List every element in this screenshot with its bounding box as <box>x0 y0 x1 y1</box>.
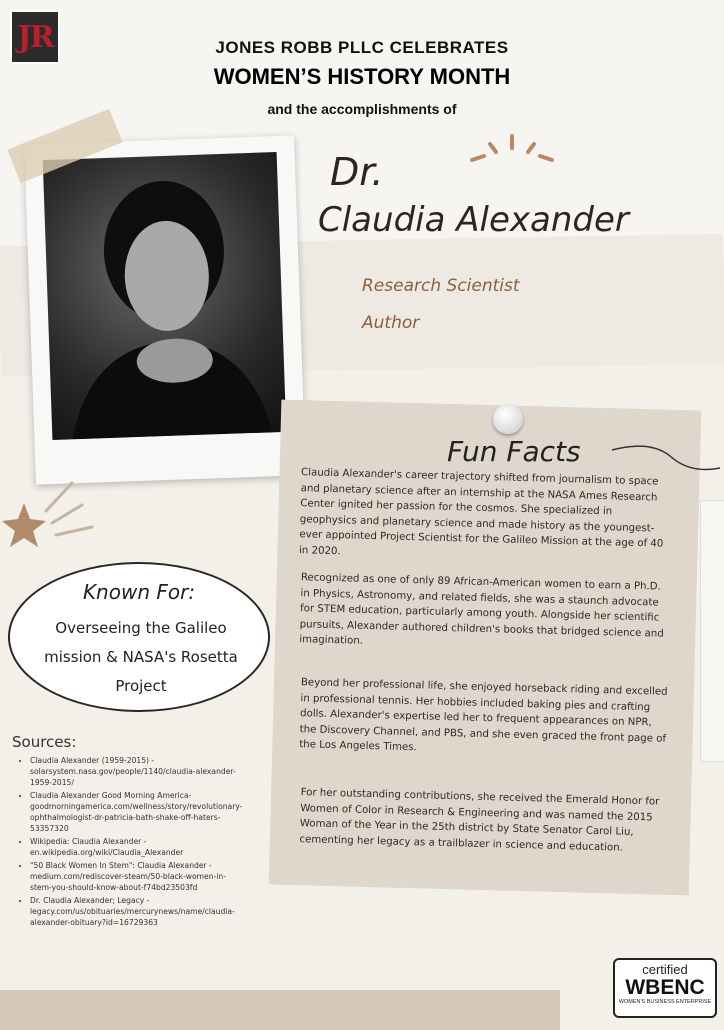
fun-fact-paragraph-2: Recognized as one of only 89 African-American women to earn a Ph.D. in Physics, Astronomy, and related fields, she was a staunch advocate for STEM education, particularly among youth. Alongside her scientific pursuits, Alexander authored children's books that bridged science and imagination. <box>299 572 664 647</box>
polaroid-frame <box>24 135 306 484</box>
known-for-title: Known For: <box>82 580 196 604</box>
person-title: Dr. <box>330 150 384 194</box>
person-name: Claudia Alexander <box>318 200 629 240</box>
logo-text: JR <box>17 19 53 55</box>
badge-subtitle: WOMEN'S BUSINESS ENTERPRISE <box>618 999 712 1005</box>
header-line-1: JONES ROBB PLLC CELEBRATES <box>215 38 509 57</box>
source-item[interactable]: • Dr. Claudia Alexander; Legacy - legacy.com/us/obituaries/mercurynews/name/claudia-alexander-obituary?id=16729363 <box>30 895 245 928</box>
sources-list <box>20 755 245 930</box>
right-paper-edge <box>700 500 724 762</box>
fun-facts-title: Fun Facts <box>447 435 581 468</box>
badge-wbenc-text: WBENC <box>625 976 705 999</box>
fun-fact-paragraph-3: Beyond her professional life, she enjoyed horseback riding and excelled in professional tennis. Her hobbies included baking pies and crafting dolls. Alexander's expertise led her to frequent appearances on NPR, the Discovery Channel, and PBS, and she even graced the front page of the Los Angeles Times. <box>299 677 668 754</box>
fun-fact-paragraph-4: For her outstanding contributions, she received the Emerald Honor for Women of Color in Research & Engineering and was named the 2015 Woman of the Year in the 25th district by State Senator Carol Liu, cementing her legacy as a trailblazer in science and education. <box>299 787 660 854</box>
source-item[interactable]: • Claudia Alexander Good Morning America- goodmorningamerica.com/wellness/story/revolutionary-ophthalmologist-dr-patricia-bath-shake-off-haters-53357320 <box>30 790 245 834</box>
header-line-2: WOMEN’S HISTORY MONTH <box>213 64 511 89</box>
sunburst-decoration-icon <box>462 130 562 170</box>
bottom-torn-paper <box>0 990 560 1030</box>
portrait-silhouette-icon <box>43 152 287 440</box>
role-research-scientist: Research Scientist <box>362 276 520 296</box>
portrait-photo <box>43 152 287 440</box>
fun-fact-paragraph-1: Claudia Alexander's career trajectory shifted from journalism to space and planetary science after an internship at the NASA Ames Research Center ignited her passion for the cosmos. She specialized in geophysics and planetary science and made history as the youngest-ever appointed Project Scientist for the Galileo Mission at the age of 40 in 2020. <box>298 467 664 557</box>
source-item[interactable]: • Wikipedia: Claudia Alexander - en.wikipedia.org/wiki/Claudia_Alexander <box>30 836 245 858</box>
header-line-3: and the accomplishments of <box>267 101 457 117</box>
source-item[interactable]: • "50 Black Women In Stem": Claudia Alexander - medium.com/rediscover-steam/50-black-women-in-stem-you-should-know-about-f74bd23503fd <box>30 860 245 893</box>
known-for-text: Overseeing the Galileo mission & NASA's Rosetta Project <box>44 619 238 695</box>
source-item[interactable]: • Claudia Alexander (1959-2015) - solarsystem.nasa.gov/people/1140/claudia-alexander-1959-2015/ <box>30 755 245 788</box>
role-author: Author <box>362 313 420 333</box>
known-for-oval <box>8 562 270 712</box>
pushpin-icon <box>493 404 523 434</box>
wbenc-certified-badge <box>613 958 717 1018</box>
sources-title: Sources: <box>12 733 77 751</box>
star-icon <box>2 455 112 565</box>
badge-certified-text: certified <box>642 962 688 977</box>
